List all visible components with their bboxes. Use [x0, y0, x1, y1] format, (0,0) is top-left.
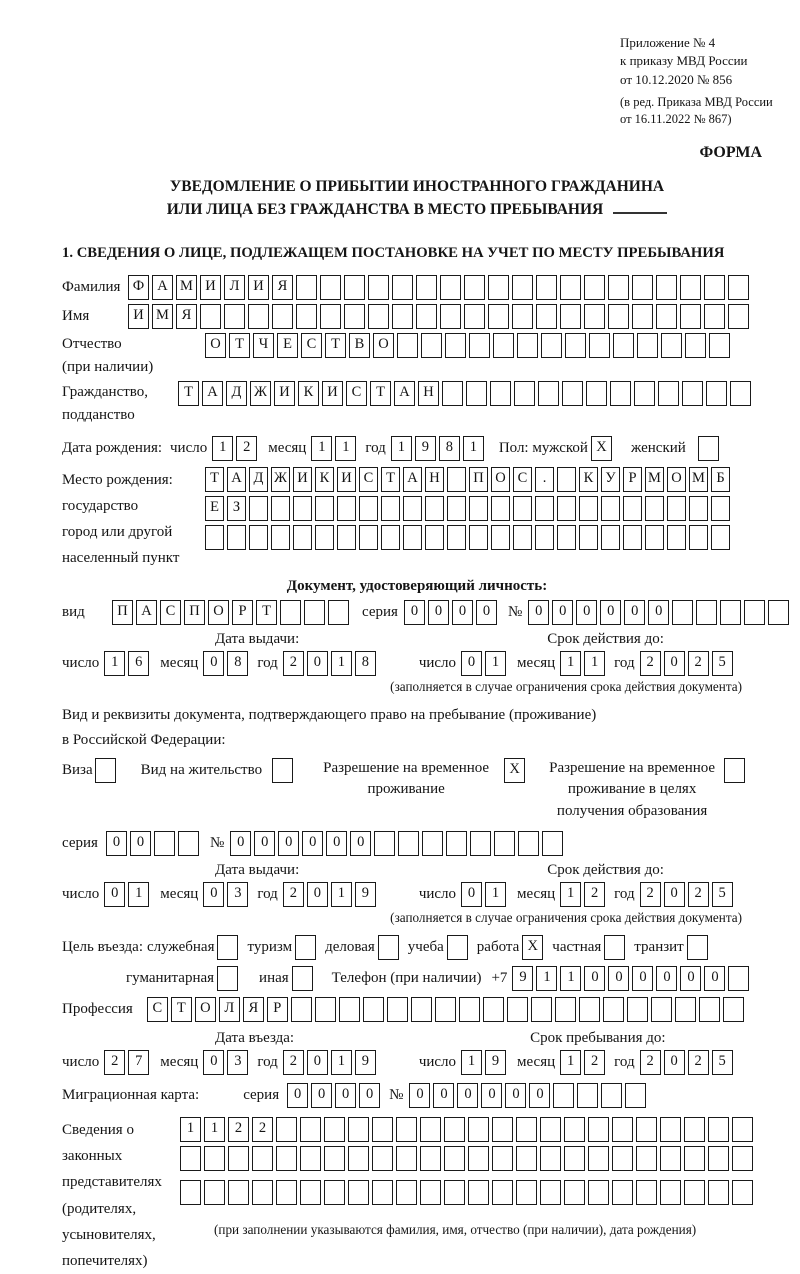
- stay-year-boxes: 2 0 2 5: [640, 1050, 736, 1075]
- migration-number-boxes: 0 0 0 0 0 0: [409, 1083, 649, 1108]
- temp-permit-checkbox: X: [504, 758, 528, 783]
- identity-doc-dates-row: [62, 651, 772, 676]
- identity-series-boxes: 0 0 0 0: [404, 600, 500, 625]
- migration-card-row: [62, 1083, 772, 1108]
- year-label: год: [614, 1053, 635, 1070]
- identity-validity-note: (заполняется в случае ограничения срока действия документа): [390, 678, 742, 694]
- identity-doc-title: Документ, удостоверяющий личность:: [286, 577, 548, 594]
- profession-boxes: С Т О Л Я Р: [147, 997, 747, 1022]
- year-label: год: [614, 885, 635, 902]
- birth-day-boxes: 1 2: [212, 436, 260, 461]
- purpose-humanitarian-label: гуманитарная: [126, 969, 215, 986]
- surname-label: Фамилия: [62, 278, 121, 295]
- month-label: месяц: [160, 885, 199, 902]
- phone-boxes: 9 1 1 0 0 0 0 0 0: [512, 966, 752, 991]
- citizenship-label: Гражданство, подданство: [62, 384, 149, 424]
- birth-month-boxes: 1 1: [311, 436, 359, 461]
- purpose-work-label: работа: [476, 938, 520, 955]
- edu-permit-label: Разрешение на временное проживание в целях получения образования: [549, 759, 716, 820]
- day-label: число: [62, 654, 100, 671]
- day-label: число: [170, 439, 208, 456]
- entry-dates-row: [62, 1050, 772, 1075]
- purpose-study-label: учеба: [407, 938, 444, 955]
- visa-label: Виза: [62, 761, 93, 778]
- residence-doc-intro2: в Российской Федерации:: [62, 732, 226, 749]
- purpose-business-label: деловая: [325, 938, 375, 955]
- residence-doc-dates-row: [62, 882, 772, 907]
- profession-label: Профессия: [62, 1000, 133, 1017]
- entry-month-boxes: 0 3: [203, 1050, 251, 1075]
- surname-boxes: Ф А М И Л И Я: [128, 275, 752, 300]
- representatives-row2-boxes: [180, 1146, 756, 1171]
- purpose-other-checkbox: [292, 966, 316, 991]
- sex-female-label: женский: [630, 439, 686, 456]
- entry-purpose-row: [62, 935, 772, 960]
- residence-valid-day-boxes: 0 1: [461, 882, 509, 907]
- residence-doc-date-headers: [62, 862, 772, 879]
- purpose-tourism-label: туризм: [247, 938, 293, 955]
- entry-purpose-row2: [62, 966, 772, 991]
- purpose-tourism-checkbox: [295, 935, 319, 960]
- birth-year-boxes: 1 9 8 1: [391, 436, 487, 461]
- identity-issue-year-boxes: 2 0 1 8: [283, 651, 379, 676]
- purpose-private-label: частная: [552, 938, 602, 955]
- profession-row: [62, 997, 772, 1022]
- residence-issue-month-boxes: 0 3: [203, 882, 251, 907]
- identity-series-label: серия: [362, 603, 398, 620]
- month-label: месяц: [517, 885, 556, 902]
- regulation-reference: [620, 34, 772, 89]
- stay-month-boxes: 1 2: [560, 1050, 608, 1075]
- birth-place-label: Место рождения: государство город или другой населенный пункт: [62, 471, 180, 567]
- surname-row: [62, 275, 772, 300]
- day-label: число: [418, 1053, 457, 1070]
- identity-issue-label: Дата выдачи:: [215, 630, 300, 647]
- birth-place-row: [62, 467, 772, 572]
- name-label: Имя: [62, 307, 90, 324]
- purpose-official-checkbox: [217, 935, 241, 960]
- residence-series-label: серия: [62, 834, 98, 851]
- edu-permit-checkbox: [724, 758, 748, 783]
- regulation-amendment: [620, 94, 772, 128]
- migration-card-label: Миграционная карта:: [62, 1086, 200, 1103]
- month-label: месяц: [517, 654, 556, 671]
- regulation-line: от 16.11.2022 № 867): [620, 112, 732, 127]
- entry-date-headers: [62, 1030, 772, 1047]
- identity-number-boxes: 0 0 0 0 0 0: [528, 600, 792, 625]
- day-label: число: [418, 654, 457, 671]
- sex-male-label: Пол: мужской: [498, 439, 588, 456]
- representatives-note: (при заполнении указываются фамилия, имя, отчество (при наличии), дата рождения): [214, 1221, 697, 1237]
- year-label: год: [365, 439, 386, 456]
- name-boxes: И М Я: [128, 304, 752, 329]
- year-label: год: [257, 885, 278, 902]
- purpose-study-checkbox: [447, 935, 471, 960]
- birth-date-row: [62, 436, 772, 461]
- purpose-transit-checkbox: [687, 935, 711, 960]
- purpose-private-checkbox: [604, 935, 628, 960]
- month-label: месяц: [160, 1053, 199, 1070]
- residence-number-boxes: 0 0 0 0 0 0: [230, 831, 566, 856]
- identity-kind-label: вид: [62, 603, 85, 620]
- month-label: месяц: [517, 1053, 556, 1070]
- identity-doc-row: [62, 600, 772, 625]
- citizenship-boxes: Т А Д Ж И К И С Т А Н: [178, 381, 754, 406]
- migration-series-boxes: 0 0 0 0: [287, 1083, 383, 1108]
- birth-place-row1-boxes: Т А Д Ж И К И С Т А Н П О С . К У Р М О М Б: [205, 467, 733, 492]
- identity-valid-month-boxes: 1 1: [560, 651, 608, 676]
- section1-title: 1. СВЕДЕНИЯ О ЛИЦЕ, ПОДЛЕЖАЩЕМ ПОСТАНОВКЕ НА УЧЕТ ПО МЕСТУ ПРЕБЫВАНИЯ: [62, 244, 725, 261]
- representatives-boxes: [180, 1117, 772, 1238]
- purpose-business-checkbox: [378, 935, 402, 960]
- regulation-line: (в ред. Приказа МВД России: [620, 95, 773, 110]
- identity-valid-label: Срок действия до:: [547, 630, 664, 647]
- residence-doc-intro1: Вид и реквизиты документа, подтверждающего право на пребывание (проживание): [62, 706, 597, 723]
- entry-purpose-label: Цель въезда:: [62, 938, 143, 955]
- identity-issue-day-boxes: 1 6: [104, 651, 152, 676]
- year-label: год: [257, 1053, 278, 1070]
- residence-issue-year-boxes: 2 0 1 9: [283, 882, 379, 907]
- identity-doc-date-headers: [62, 631, 772, 648]
- residence-valid-year-boxes: 2 0 2 5: [640, 882, 736, 907]
- residence-series-boxes: 0 0: [106, 831, 202, 856]
- stay-day-boxes: 1 9: [461, 1050, 509, 1075]
- identity-issue-month-boxes: 0 8: [203, 651, 251, 676]
- month-label: месяц: [160, 654, 199, 671]
- residence-valid-label: Срок действия до:: [547, 861, 664, 878]
- residence-issue-day-boxes: 0 1: [104, 882, 152, 907]
- purpose-work-checkbox: X: [522, 935, 546, 960]
- residence-valid-month-boxes: 1 2: [560, 882, 608, 907]
- entry-day-boxes: 2 7: [104, 1050, 152, 1075]
- birth-place-row2-boxes: Е З: [205, 496, 733, 521]
- regulation-line: от 10.12.2020 № 856: [620, 71, 733, 87]
- name-row: [62, 304, 772, 329]
- day-label: число: [62, 1053, 100, 1070]
- birth-place-boxes: [205, 467, 772, 555]
- identity-valid-day-boxes: 0 1: [461, 651, 509, 676]
- phone-prefix: +7: [491, 969, 508, 986]
- purpose-other-label: иная: [259, 969, 289, 986]
- residence-number-label: №: [209, 834, 225, 851]
- stay-until-label: Срок пребывания до:: [530, 1029, 666, 1046]
- purpose-official-label: служебная: [146, 938, 215, 955]
- representatives-section: [62, 1117, 772, 1274]
- representatives-row1-boxes: 1 1 2 2: [180, 1117, 756, 1142]
- residence-doc-number-row: [62, 831, 772, 856]
- residence-permit-checkbox: [272, 758, 296, 783]
- entry-year-boxes: 2 0 1 9: [283, 1050, 379, 1075]
- entry-date-label: Дата въезда:: [215, 1029, 295, 1046]
- year-label: год: [614, 654, 635, 671]
- temp-permit-label: Разрешение на временное проживание: [323, 759, 490, 798]
- regulation-line: к приказу МВД России: [620, 53, 748, 69]
- residence-validity-note: (заполняется в случае ограничения срока действия документа): [390, 909, 742, 925]
- purpose-transit-label: транзит: [634, 938, 684, 955]
- patronymic-boxes: О Т Ч Е С Т В О: [205, 333, 733, 358]
- visa-checkbox: [95, 758, 119, 783]
- sex-female-checkbox: [698, 436, 722, 461]
- identity-valid-year-boxes: 2 0 2 5: [640, 651, 736, 676]
- year-label: год: [257, 654, 278, 671]
- day-label: число: [62, 885, 100, 902]
- purpose-humanitarian-checkbox: [217, 966, 241, 991]
- residence-issue-label: Дата выдачи:: [215, 861, 300, 878]
- migration-series-label: серия: [243, 1086, 280, 1103]
- day-label: число: [418, 885, 457, 902]
- document-title-line1: УВЕДОМЛЕНИЕ О ПРИБЫТИИ ИНОСТРАННОГО ГРАЖДАНИНА: [169, 178, 665, 196]
- migration-number-label: №: [389, 1086, 404, 1103]
- sex-male-checkbox: X: [591, 436, 615, 461]
- residence-permit-label: Вид на жительство: [140, 761, 263, 778]
- document-title: [62, 175, 772, 222]
- residence-doc-options-row: [62, 758, 772, 823]
- month-label: месяц: [268, 439, 307, 456]
- patronymic-row: [62, 333, 772, 380]
- title-underline: [613, 199, 667, 214]
- patronymic-label: Отчество (при наличии): [62, 335, 154, 375]
- citizenship-row: [62, 381, 772, 428]
- identity-kind-boxes: П А С П О Р Т: [112, 600, 352, 625]
- birth-date-label: Дата рождения:: [62, 439, 163, 456]
- representatives-label: Сведения о законных представителях (родителях, усыновителях, попечителях): [62, 1121, 162, 1270]
- regulation-line: Приложение № 4: [620, 35, 716, 50]
- phone-label: Телефон (при наличии): [331, 969, 482, 986]
- identity-number-label: №: [507, 603, 523, 620]
- birth-place-row3-boxes: [205, 525, 733, 550]
- representatives-row3-boxes: [180, 1180, 756, 1205]
- document-title-line2: ИЛИ ЛИЦА БЕЗ ГРАЖДАНСТВА В МЕСТО ПРЕБЫВАНИЯ: [62, 198, 772, 221]
- forma-label: ФОРМА: [699, 144, 762, 162]
